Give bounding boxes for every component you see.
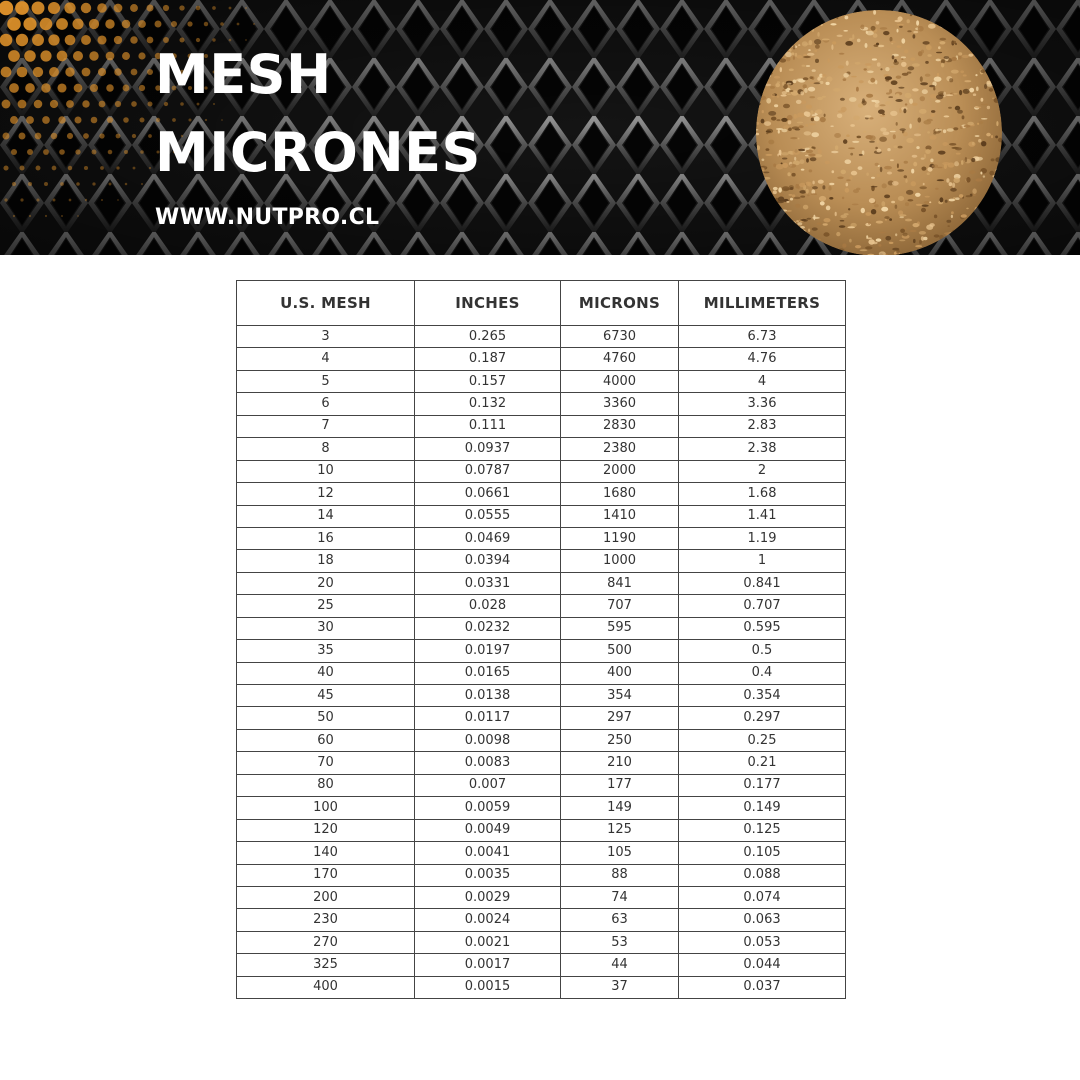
table-row: [237, 729, 846, 751]
table-row: [237, 617, 846, 639]
cell-inches: 0.0059: [415, 797, 561, 819]
cell-inches: 0.0015: [415, 976, 561, 998]
header-microns: MICRONS: [561, 281, 679, 326]
cell-inches: 0.0041: [415, 842, 561, 864]
cell-us-mesh: 3: [237, 326, 415, 348]
cell-us-mesh: 60: [237, 729, 415, 751]
cell-microns: 105: [561, 842, 679, 864]
header-millimeters: MILLIMETERS: [679, 281, 846, 326]
cell-inches: 0.187: [415, 348, 561, 370]
cell-millimeters: 0.5: [679, 640, 846, 662]
cell-microns: 1680: [561, 483, 679, 505]
table-row: [237, 931, 846, 953]
website-link[interactable]: WWW.NUTPRO.CL: [155, 205, 380, 230]
cell-microns: 44: [561, 954, 679, 976]
cell-microns: 707: [561, 595, 679, 617]
cell-inches: 0.0787: [415, 460, 561, 482]
cell-millimeters: 0.354: [679, 685, 846, 707]
cell-inches: 0.0197: [415, 640, 561, 662]
cell-microns: 1190: [561, 527, 679, 549]
table-row: [237, 886, 846, 908]
cell-us-mesh: 270: [237, 931, 415, 953]
title-line-1: MESH: [155, 43, 332, 106]
table-row: [237, 505, 846, 527]
cell-microns: 250: [561, 729, 679, 751]
cell-inches: 0.0555: [415, 505, 561, 527]
cell-millimeters: 0.149: [679, 797, 846, 819]
cell-millimeters: 0.707: [679, 595, 846, 617]
cell-inches: 0.132: [415, 393, 561, 415]
ground-granules-photo: [756, 10, 1002, 255]
cell-millimeters: 0.074: [679, 886, 846, 908]
cell-us-mesh: 14: [237, 505, 415, 527]
table-row: [237, 527, 846, 549]
cell-microns: 6730: [561, 326, 679, 348]
cell-inches: 0.007: [415, 774, 561, 796]
cell-us-mesh: 16: [237, 527, 415, 549]
cell-inches: 0.0394: [415, 550, 561, 572]
table-row: [237, 640, 846, 662]
cell-millimeters: 1: [679, 550, 846, 572]
cell-us-mesh: 7: [237, 415, 415, 437]
cell-microns: 400: [561, 662, 679, 684]
cell-millimeters: 2: [679, 460, 846, 482]
cell-microns: 37: [561, 976, 679, 998]
cell-inches: 0.0024: [415, 909, 561, 931]
table-row: [237, 774, 846, 796]
cell-inches: 0.0937: [415, 438, 561, 460]
cell-us-mesh: 80: [237, 774, 415, 796]
cell-us-mesh: 325: [237, 954, 415, 976]
cell-inches: 0.0049: [415, 819, 561, 841]
header-us-mesh: U.S. MESH: [237, 281, 415, 326]
table-row: [237, 460, 846, 482]
cell-millimeters: 6.73: [679, 326, 846, 348]
cell-us-mesh: 30: [237, 617, 415, 639]
table-row: [237, 370, 846, 392]
cell-us-mesh: 20: [237, 572, 415, 594]
cell-microns: 1000: [561, 550, 679, 572]
cell-microns: 88: [561, 864, 679, 886]
cell-millimeters: 0.595: [679, 617, 846, 639]
cell-millimeters: 0.841: [679, 572, 846, 594]
table-row: [237, 954, 846, 976]
cell-millimeters: 4: [679, 370, 846, 392]
cell-microns: 841: [561, 572, 679, 594]
table-row: [237, 685, 846, 707]
cell-millimeters: 0.037: [679, 976, 846, 998]
cell-us-mesh: 230: [237, 909, 415, 931]
cell-inches: 0.0083: [415, 752, 561, 774]
cell-microns: 210: [561, 752, 679, 774]
cell-microns: 63: [561, 909, 679, 931]
cell-us-mesh: 120: [237, 819, 415, 841]
table-row: [237, 326, 846, 348]
cell-us-mesh: 400: [237, 976, 415, 998]
cell-microns: 354: [561, 685, 679, 707]
cell-microns: 2000: [561, 460, 679, 482]
cell-inches: 0.0117: [415, 707, 561, 729]
cell-inches: 0.0661: [415, 483, 561, 505]
cell-microns: 3360: [561, 393, 679, 415]
cell-microns: 53: [561, 931, 679, 953]
cell-microns: 4000: [561, 370, 679, 392]
cell-us-mesh: 18: [237, 550, 415, 572]
cell-us-mesh: 5: [237, 370, 415, 392]
table-row: [237, 819, 846, 841]
cell-us-mesh: 10: [237, 460, 415, 482]
table-row: [237, 572, 846, 594]
cell-us-mesh: 45: [237, 685, 415, 707]
cell-millimeters: 0.4: [679, 662, 846, 684]
cell-millimeters: 0.21: [679, 752, 846, 774]
cell-millimeters: 0.125: [679, 819, 846, 841]
title-line-2: MICRONES: [155, 121, 481, 184]
cell-millimeters: 0.177: [679, 774, 846, 796]
cell-inches: 0.0035: [415, 864, 561, 886]
cell-microns: 149: [561, 797, 679, 819]
table-row: [237, 393, 846, 415]
cell-inches: 0.0469: [415, 527, 561, 549]
cell-us-mesh: 6: [237, 393, 415, 415]
table-row: [237, 707, 846, 729]
cell-us-mesh: 12: [237, 483, 415, 505]
cell-inches: 0.0165: [415, 662, 561, 684]
cell-millimeters: 0.044: [679, 954, 846, 976]
cell-us-mesh: 35: [237, 640, 415, 662]
table-row: [237, 348, 846, 370]
table-row: [237, 595, 846, 617]
cell-inches: 0.157: [415, 370, 561, 392]
mesh-conversion-table-container: [236, 280, 846, 999]
cell-microns: 125: [561, 819, 679, 841]
cell-millimeters: 1.68: [679, 483, 846, 505]
cell-microns: 177: [561, 774, 679, 796]
cell-millimeters: 2.83: [679, 415, 846, 437]
table-row: [237, 662, 846, 684]
cell-inches: 0.0021: [415, 931, 561, 953]
cell-us-mesh: 140: [237, 842, 415, 864]
cell-inches: 0.0232: [415, 617, 561, 639]
cell-microns: 2830: [561, 415, 679, 437]
cell-microns: 595: [561, 617, 679, 639]
cell-us-mesh: 40: [237, 662, 415, 684]
cell-microns: 4760: [561, 348, 679, 370]
cell-millimeters: 0.105: [679, 842, 846, 864]
cell-millimeters: 2.38: [679, 438, 846, 460]
mesh-conversion-table: [236, 280, 846, 999]
cell-microns: 2380: [561, 438, 679, 460]
table-row: [237, 438, 846, 460]
cell-millimeters: 0.053: [679, 931, 846, 953]
table-row: [237, 842, 846, 864]
cell-us-mesh: 170: [237, 864, 415, 886]
cell-millimeters: 0.297: [679, 707, 846, 729]
cell-millimeters: 1.19: [679, 527, 846, 549]
cell-us-mesh: 4: [237, 348, 415, 370]
cell-inches: 0.028: [415, 595, 561, 617]
table-row: [237, 752, 846, 774]
table-row: [237, 797, 846, 819]
cell-microns: 500: [561, 640, 679, 662]
cell-us-mesh: 25: [237, 595, 415, 617]
table-row: [237, 864, 846, 886]
cell-millimeters: 3.36: [679, 393, 846, 415]
cell-inches: 0.0029: [415, 886, 561, 908]
cell-us-mesh: 200: [237, 886, 415, 908]
table-row: [237, 415, 846, 437]
header-inches: INCHES: [415, 281, 561, 326]
cell-inches: 0.0017: [415, 954, 561, 976]
cell-us-mesh: 50: [237, 707, 415, 729]
table-row: [237, 483, 846, 505]
cell-millimeters: 0.063: [679, 909, 846, 931]
table-row: [237, 550, 846, 572]
cell-microns: 74: [561, 886, 679, 908]
table-body: [237, 326, 846, 999]
cell-us-mesh: 100: [237, 797, 415, 819]
cell-microns: 1410: [561, 505, 679, 527]
cell-inches: 0.0098: [415, 729, 561, 751]
table-row: [237, 909, 846, 931]
header-banner: [0, 0, 1080, 255]
table-row: [237, 976, 846, 998]
cell-inches: 0.0331: [415, 572, 561, 594]
cell-inches: 0.265: [415, 326, 561, 348]
cell-us-mesh: 70: [237, 752, 415, 774]
cell-millimeters: 4.76: [679, 348, 846, 370]
page-title: [155, 36, 481, 192]
cell-millimeters: 0.088: [679, 864, 846, 886]
cell-inches: 0.0138: [415, 685, 561, 707]
cell-millimeters: 1.41: [679, 505, 846, 527]
cell-inches: 0.111: [415, 415, 561, 437]
cell-microns: 297: [561, 707, 679, 729]
table-header-row: [237, 281, 846, 326]
cell-millimeters: 0.25: [679, 729, 846, 751]
cell-us-mesh: 8: [237, 438, 415, 460]
